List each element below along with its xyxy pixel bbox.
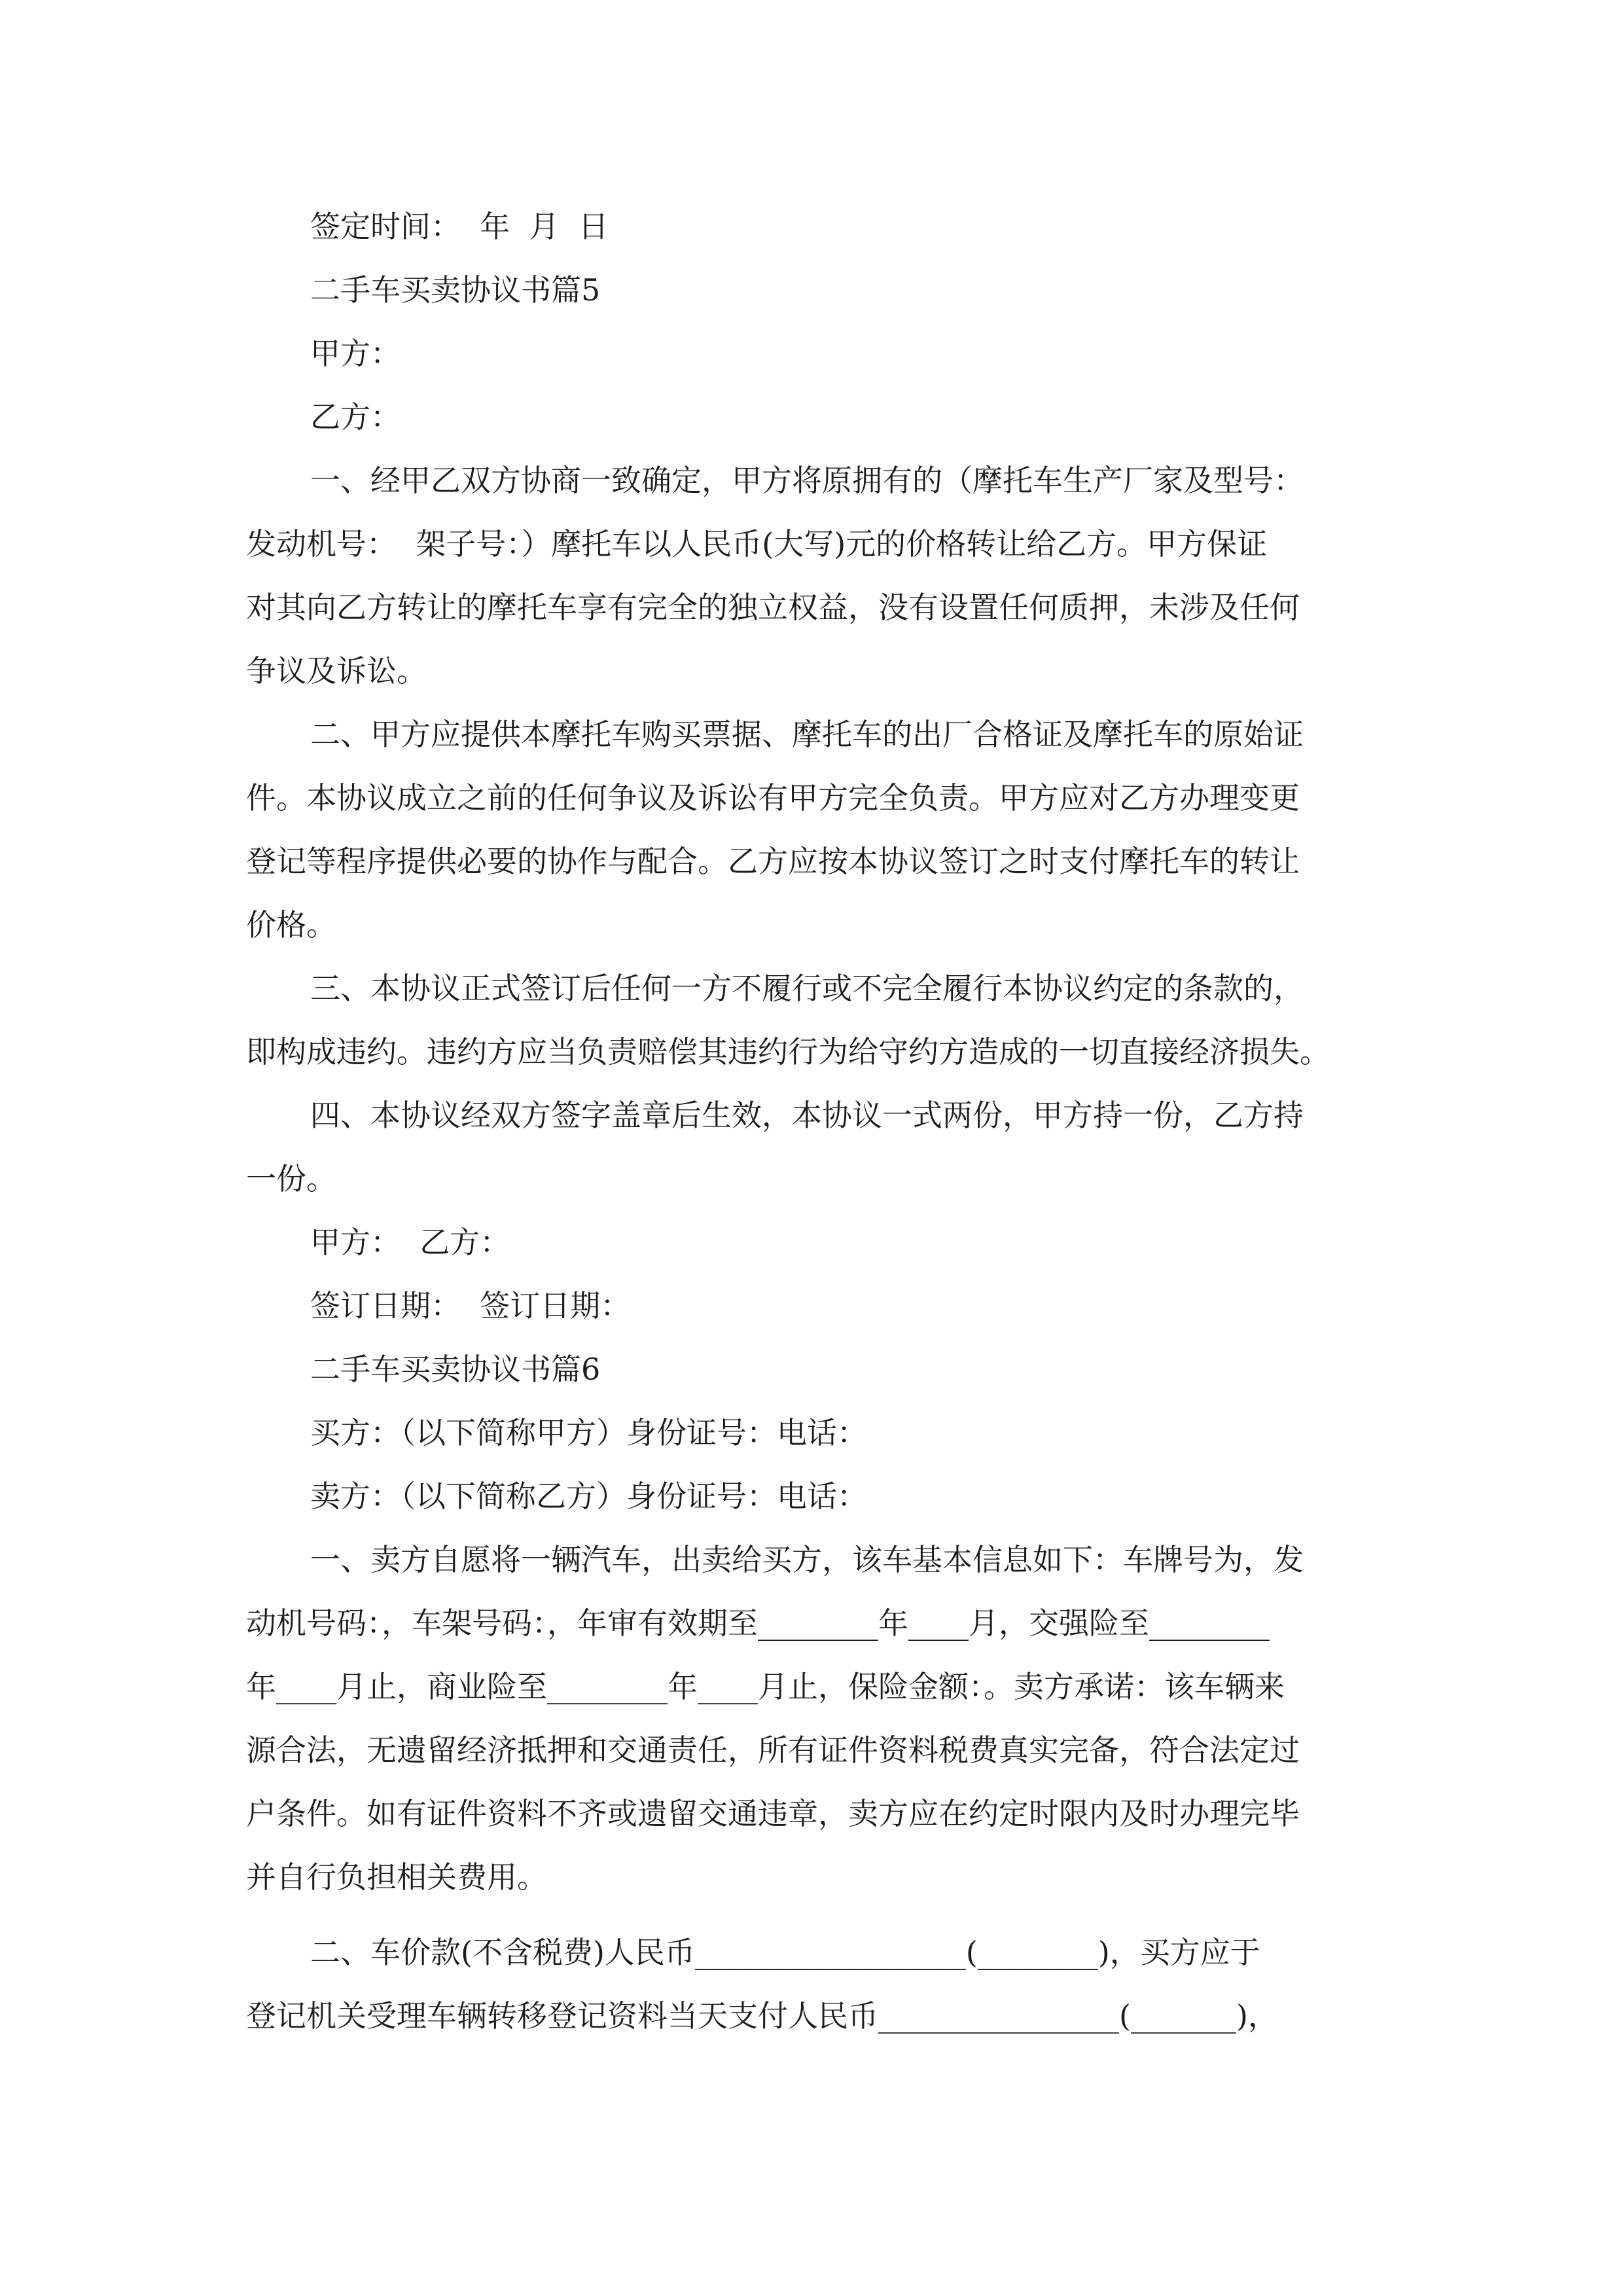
- clause-2-line-2: 件。本协议成立之前的任何争议及诉讼有甲方完全负责。甲方应对乙方办理变更: [246, 780, 1300, 816]
- signature-parties-line: 甲方： 乙方：: [310, 1225, 510, 1260]
- buyer-info-line: 买方：（以下简称甲方）身份证号：电话：: [310, 1415, 867, 1450]
- clause-1-line-3: 对其向乙方转让的摩托车享有完全的独立权益，没有设置任何质押，未涉及任何: [246, 590, 1300, 625]
- clause-1-line-2: 发动机号： 架子号：）摩托车以人民币(大写)元的价格转让给乙方。甲方保证: [246, 526, 1268, 562]
- clause-3-line-2: 即构成违约。违约方应当负责赔偿其违约行为给守约方造成的一切直接经济损失。: [246, 1034, 1330, 1069]
- sale-clause-1-line-2: 动机号码：，车架号码：，年审有效期至________年____月，交强险至________: [246, 1605, 1270, 1641]
- section-heading-6: 二手车买卖协议书篇6: [310, 1352, 601, 1387]
- clause-4-line-1: 四、本协议经双方签字盖章后生效，本协议一式两份，甲方持一份，乙方持: [310, 1098, 1304, 1133]
- signature-dates-line: 签订日期： 签订日期：: [310, 1288, 631, 1323]
- sale-clause-1-line-6: 并自行负担相关费用。: [246, 1859, 547, 1895]
- seller-info-line: 卖方：（以下简称乙方）身份证号：电话：: [310, 1479, 867, 1514]
- clause-2-line-3: 登记等程序提供必要的协作与配合。乙方应按本协议签订之时支付摩托车的转让: [246, 844, 1300, 879]
- sale-clause-1-line-1: 一、卖方自愿将一辆汽车，出卖给买方，该车基本信息如下：车牌号为，发: [310, 1542, 1304, 1577]
- clause-4-line-2: 一份。: [246, 1161, 336, 1196]
- sale-clause-2-line-2: 登记机关受理车辆转移登记资料当天支付人民币________________(_______)，: [246, 1998, 1278, 2034]
- sale-clause-1-line-3: 年____月止，商业险至________年____月止，保险金额：。卖方承诺：该车辆来: [246, 1669, 1285, 1704]
- party-a-label: 甲方：: [310, 336, 401, 371]
- clause-2-line-1: 二、甲方应提供本摩托车购买票据、摩托车的出厂合格证及摩托车的原始证: [310, 717, 1304, 752]
- sale-clause-1-line-4: 源合法，无遗留经济抵押和交通责任，所有证件资料税费真实完备，符合法定过: [246, 1732, 1300, 1768]
- sale-clause-1-line-5: 户条件。如有证件资料不齐或遗留交通违章，卖方应在约定时限内及时办理完毕: [246, 1796, 1300, 1831]
- signing-time-line: 签定时间： 年 月 日: [310, 209, 609, 244]
- clause-1-line-4: 争议及诉讼。: [246, 653, 427, 689]
- clause-3-line-1: 三、本协议正式签订后任何一方不履行或不完全履行本协议约定的条款的，: [310, 971, 1304, 1006]
- sale-clause-2-line-1: 二、车价款(不含税费)人民币__________________(________)，买方应于: [310, 1935, 1260, 1970]
- clause-2-line-4: 价格。: [246, 907, 336, 942]
- clause-1-line-1: 一、经甲乙双方协商一致确定，甲方将原拥有的（摩托车生产厂家及型号：: [310, 463, 1304, 498]
- party-b-label: 乙方：: [310, 399, 401, 435]
- section-heading-5: 二手车买卖协议书篇5: [310, 272, 601, 308]
